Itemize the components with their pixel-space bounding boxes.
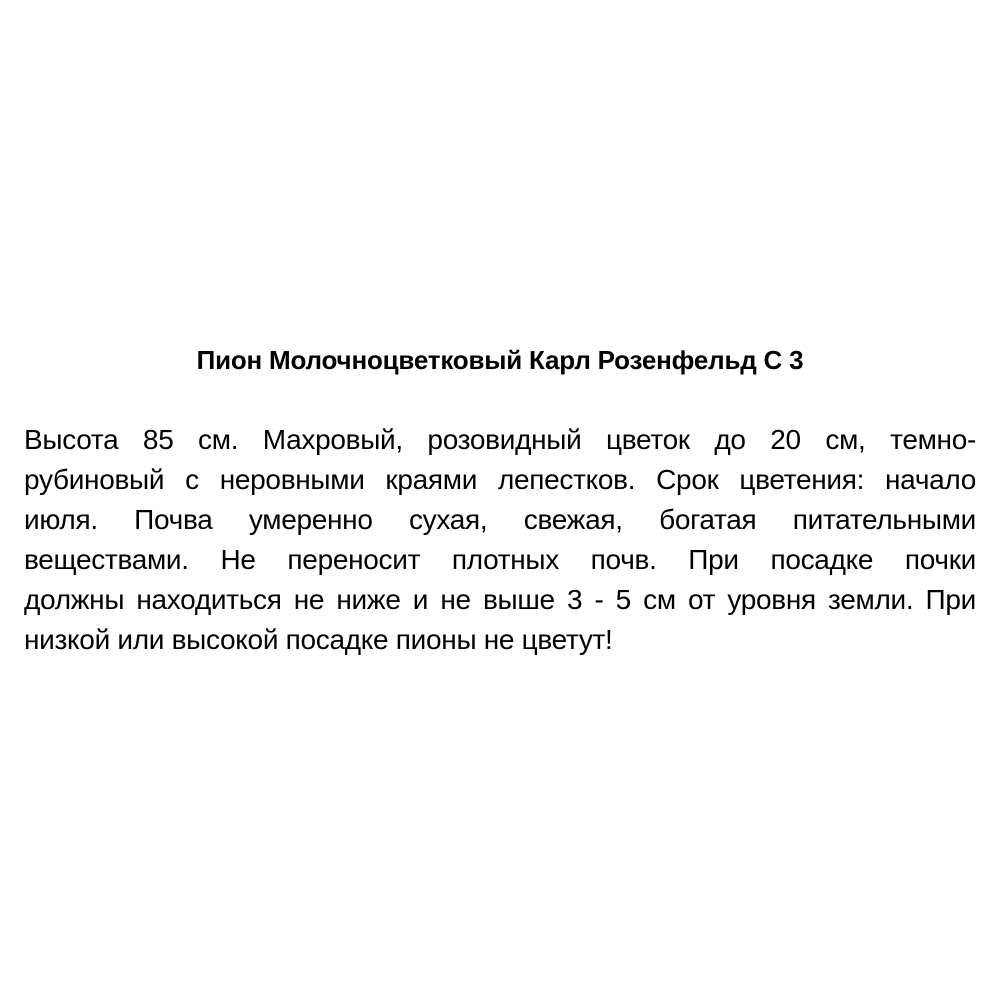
- description-line: рубиновый с неровными краями лепестков. Срок цветения: начало: [24, 464, 976, 495]
- description-line: должны находиться не ниже и не выше 3 - 5 см от уровня земли. При: [24, 584, 976, 615]
- description-line: низкой или высокой посадке пионы не цветут!: [24, 624, 613, 655]
- description-line: веществами. Не переносит плотных почв. При посадке почки: [24, 544, 976, 575]
- product-description: [24, 420, 976, 660]
- product-title: Пион Молочноцветковый Карл Розенфельд С 3: [196, 345, 804, 375]
- description-line: июля. Почва умеренно сухая, свежая, богатая питательными: [24, 504, 976, 535]
- description-line: Высота 85 см. Махровый, розовидный цветок до 20 см, темно-: [24, 424, 976, 455]
